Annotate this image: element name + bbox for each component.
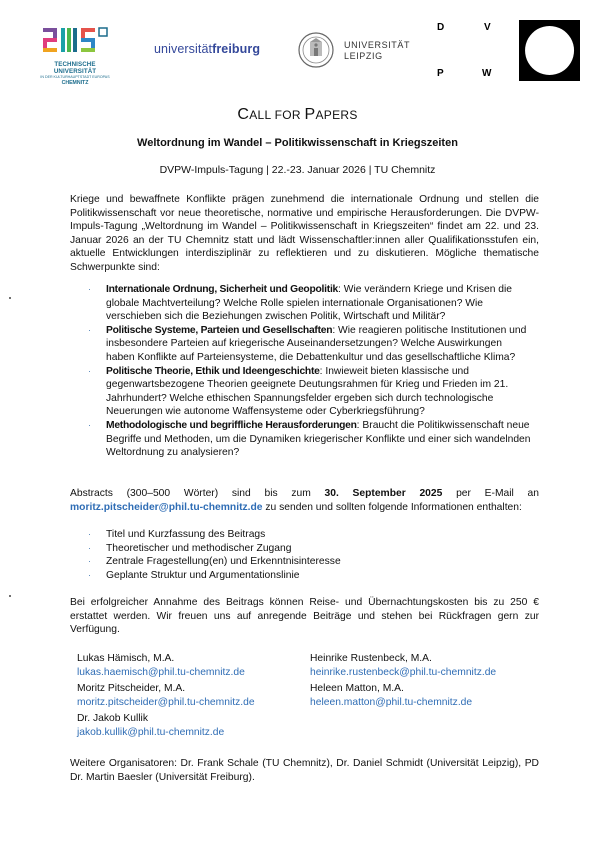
contact-entry [310, 682, 496, 709]
tuc-25-mark [41, 26, 109, 54]
contact-email-link[interactable]: heinrike.rustenbeck@phil.tu-chemnitz.de [310, 666, 497, 678]
abstract-paragraph: Abstracts (300–500 Wörter) sind bis zum 30. September 2025 per E-Mail an moritz.pitscheider@phil.tu-chemnitz.de zu senden und sollten folgende Informationen enthalten: [70, 488, 539, 513]
info-item: · Geplante Struktur und Argumentationslinie [88, 569, 300, 581]
margin-dot [9, 297, 11, 299]
topic-item [88, 283, 533, 324]
leipzig-line2: LEIPZIG [344, 51, 383, 61]
info-list [88, 528, 533, 582]
topic-text: : Wie verändern Kriege und Krisen die globale Machtverteilung? Welche Rolle spielen internationale Organisationen? Wie verschieben sich die Beziehungen zwischen Politik, Wirtschaft und Militär? [106, 284, 513, 323]
contact-email-link[interactable]: heleen.matton@phil.tu-chemnitz.de [310, 696, 473, 708]
contact-name: Dr. Jakob Kullik [77, 713, 148, 725]
topic-heading: Internationale Ordnung, Sicherheit und Geopolitik [106, 284, 339, 295]
page-title: CALL FOR PAPERS [237, 106, 358, 123]
tuc-name: TECHNISCHE UNIVERSITÄT [53, 61, 97, 75]
contact-name: Moritz Pitscheider, M.A. [77, 683, 186, 695]
contacts-right [310, 652, 496, 712]
dvpw-logo-shape [519, 20, 580, 81]
bullet-icon: · [88, 365, 91, 376]
bullet-icon: · [88, 556, 91, 567]
freiburg-part2: freiburg [212, 42, 261, 56]
submission-email-link[interactable]: moritz.pitscheider@phil.tu-chemnitz.de [70, 501, 263, 513]
contact-email-link[interactable]: jakob.kullik@phil.tu-chemnitz.de [77, 726, 225, 738]
topic-item [88, 324, 533, 365]
conference-meta: DVPW-Impuls-Tagung | 22.-23. Januar 2026 | TU Chemnitz [159, 164, 436, 176]
topic-text: : Inwieweit bieten klassische und gegenwartsbezogene Theorien geeignete Deutungsrahmen für Krieg und Frieden im 21. Jahrhundert? Welche ethischen Spannungsfelder ergeben sich durch technologische Neuerungen wie autonome Waffensysteme oder Cyberkriegsführung? [106, 365, 509, 418]
bullet-icon: · [88, 324, 91, 335]
leipzig-seal-icon [298, 32, 334, 68]
contact-entry [77, 712, 255, 739]
contact-name: Heinrike Rustenbeck, M.A. [310, 653, 432, 664]
bullet-icon: · [88, 569, 91, 580]
info-item: · Titel und Kurzfassung des Beitrags [88, 529, 266, 540]
dvpw-letter-d: D [437, 22, 445, 33]
bullet-icon: · [88, 529, 91, 539]
tuc-city: CHEMNITZ [61, 80, 89, 86]
page-header [0, 0, 595, 100]
contact-entry [77, 652, 255, 679]
contact-entry [310, 652, 496, 679]
bullet-icon: · [88, 419, 91, 430]
topic-heading: Politische Systeme, Parteien und Gesellschaften [106, 324, 333, 336]
contact-name: Lukas Hämisch, M.A. [77, 653, 175, 664]
topic-item [88, 419, 533, 460]
bullet-icon: · [88, 542, 91, 553]
contact-email-link[interactable]: moritz.pitscheider@phil.tu-chemnitz.de [77, 696, 255, 708]
margin-dot [9, 595, 11, 597]
topic-item [88, 365, 533, 419]
topics-list [88, 283, 533, 460]
further-organizers: Weitere Organisatoren: Dr. Frank Schale (TU Chemnitz), Dr. Daniel Schmidt (Universität Leipzig), PD Dr. Martin Baesler (Universität Freiburg). [70, 758, 539, 783]
info-item: · Theoretischer und methodischer Zugang [88, 542, 292, 554]
dvpw-letter-w: W [482, 68, 492, 79]
tuc-tagline: IN DER KULTURHAUPTSTADT EUROPAS [40, 75, 110, 79]
bullet-icon: · [88, 284, 91, 294]
freiburg-part1: universität [154, 42, 213, 56]
leipzig-line1: UNIVERSITÄT [344, 40, 411, 50]
topic-heading: Politische Theorie, Ethik und Ideengeschichte [106, 365, 320, 377]
topic-text: : Braucht die Politikwissenschaft neue Begriffe und Methoden, um die Dynamiken kriegerischer Konflikte und einer sich wandelnden Weltordnung zu analysieren? [106, 419, 531, 459]
deadline: 30. September 2025 [324, 488, 443, 499]
intro-paragraph: Kriege und bewaffnete Konflikte prägen zunehmend die internationale Ordnung und stellen die Politikwissenschaft vor neue theoretische, normative und empirische Herausforderungen. Die DVPW-Impuls-Tagung „Weltordnung im Wandel – Politikwissenschaft in Kriegszeiten“ findet am 22. und 23. Januar 2026 an der TU Chemnitz statt und lädt Wissenschaftler:innen aller Qualifikationsstufen ein, aktuelle Entwicklungen interdisziplinär zu reflektieren und zu diskutieren. Mögliche thematische Schwerpunkte sind: [70, 194, 539, 273]
contacts-left [77, 652, 255, 743]
funding-paragraph: Bei erfolgreicher Annahme des Beitrags können Reise- und Übernachtungskosten bis zu 250 € erstattet werden. Wir freuen uns auf anregende Beiträge und stehen bei Rückfragen gern zur Verfügung. [70, 597, 539, 636]
dvpw-letter-p: P [437, 68, 444, 79]
contact-email-link[interactable]: lukas.haemisch@phil.tu-chemnitz.de [77, 666, 245, 678]
info-item: · Zentrale Fragestellung(en) und Erkenntnisinteresse [88, 556, 341, 568]
conference-title: Weltordnung im Wandel – Politikwissenschaft in Kriegszeiten [137, 137, 458, 149]
contact-entry [77, 682, 255, 709]
dvpw-letter-v: V [484, 22, 491, 33]
freiburg-logo [154, 42, 260, 56]
tu-chemnitz-logo [36, 26, 114, 87]
contact-name: Heleen Matton, M.A. [310, 683, 404, 695]
topic-text: : Wie reagieren politische Institutionen und insbesondere Parteien auf kriegerische Auseinandersetzungen? Welche Auswirkungen haben Konflikte auf Parteiensysteme, die Debattenkultur und das gesellschaftliche Klima? [106, 324, 527, 363]
topic-heading: Methodologische und begriffliche Herausforderungen [106, 419, 357, 431]
